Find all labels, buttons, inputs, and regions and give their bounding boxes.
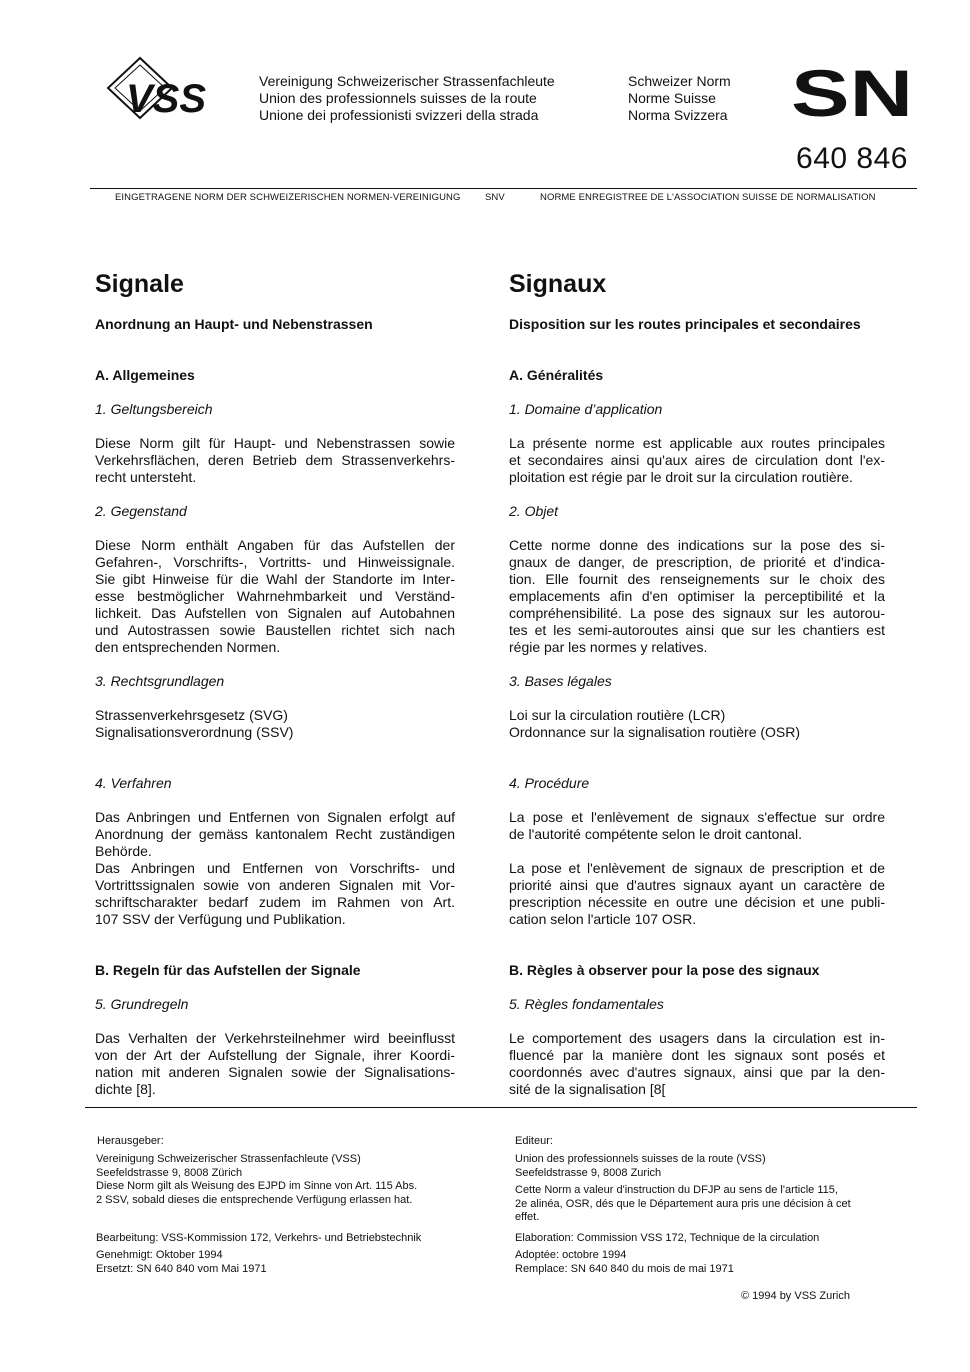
registered-norm-abbr: SNV <box>485 192 505 203</box>
paragraph-line: Das Anbringen und Entfernen von Vorschrifts- und <box>95 860 455 876</box>
vss-logo <box>104 56 244 122</box>
paragraph-line: régie par les normes y relatives. <box>509 639 708 655</box>
paragraph-line: Diese Norm enthält Angaben für das Aufstellen der <box>95 537 455 553</box>
paragraph-4a-fr <box>509 809 885 843</box>
subsection-5-de: 5. Grundregeln <box>95 996 189 1012</box>
paragraph-4-de <box>95 809 455 928</box>
footer-line: Cette Norm a valeur d'instruction du DFJP au sens de l'article 115, <box>515 1184 838 1196</box>
footer-publisher-de <box>96 1153 417 1207</box>
subtitle-de: Anordnung an Haupt- und Nebenstrassen <box>95 316 373 332</box>
paragraph-line: lichkeit. Das Aufstellen von Signalen auf Autobahnen <box>95 605 455 621</box>
paragraph-line: von der Art der Aufstellung der Signale, ihrer Koordi- <box>95 1047 455 1063</box>
paragraph-2-de <box>95 537 455 656</box>
paragraph-3-fr <box>509 707 885 741</box>
paragraph-line: 107 SSV der Verfügung und Publikation. <box>95 911 346 927</box>
vss-logo-text: VSS <box>126 77 207 121</box>
paragraph-line: schriftscharakter bedarf zudem im Rahmen von Art. <box>95 894 455 910</box>
paragraph-line: nation mit anderen Signalen sowie der Signalisations- <box>95 1064 455 1080</box>
footer-publisher-fr <box>515 1153 766 1180</box>
header-divider <box>90 188 917 189</box>
footer-line: Vereinigung Schweizerischer Strassenfachleute (VSS) <box>96 1153 361 1165</box>
subtitle-fr: Disposition sur les routes principales et secondaires <box>509 316 861 332</box>
paragraph-line: Das Verhalten der Verkehrsteilnehmer wird beeinflusst <box>95 1030 455 1046</box>
paragraph-line: Verkehrsflächen, deren Betrieb dem Strassenverkehrs- <box>95 452 455 468</box>
paragraph-line: ploitation est régie par le droit sur la circulation routière. <box>509 469 853 485</box>
section-a-heading-de: A. Allgemeines <box>95 367 195 383</box>
copyright: © 1994 by VSS Zurich <box>741 1290 850 1302</box>
paragraph-line: Diese Norm gilt für Haupt- und Nebenstrassen sowie <box>95 435 455 451</box>
paragraph-5-de <box>95 1030 455 1098</box>
column-german <box>95 268 455 1098</box>
sn-logo-text: SN <box>791 66 913 120</box>
footer-editing-de: Bearbeitung: VSS-Kommission 172, Verkehrs- und Betriebstechnik <box>96 1232 422 1244</box>
sn-logo <box>791 66 915 120</box>
paragraph-line: und Autostrassen sowie Baustellen richtet sich nach <box>95 622 455 638</box>
subsection-5-fr: 5. Règles fondamentales <box>509 996 664 1012</box>
registered-norm-de: EINGETRAGENE NORM DER SCHWEIZERISCHEN NORMEN-VEREINIGUNG <box>115 192 461 203</box>
footer-replaces-de: Ersetzt: SN 640 840 vom Mai 1971 <box>96 1263 267 1275</box>
org-name-it: Unione dei professionisti svizzeri della strada <box>259 107 539 123</box>
paragraph-line: compréhensibilité. La pose des signaux sur les autorou- <box>509 605 885 621</box>
org-name-de: Vereinigung Schweizerischer Strassenfachleute <box>259 73 555 89</box>
paragraph-line: recht untersteht. <box>95 469 197 485</box>
column-french <box>509 268 885 1098</box>
footer-publisher-label-de: Herausgeber: <box>97 1135 164 1147</box>
norm-number: 640 846 <box>796 142 908 175</box>
paragraph-line: Loi sur la circulation routière (LCR) <box>509 707 726 723</box>
paragraph-line: La pose et l'enlèvement de signaux s'effectue sur ordre <box>509 809 885 825</box>
paragraph-line: sité de la signalisation [8[ <box>509 1081 666 1097</box>
paragraph-line: cation selon l'article 107 OSR. <box>509 911 697 927</box>
paragraph-1-fr <box>509 435 885 486</box>
subsection-3-de: 3. Rechtsgrundlagen <box>95 673 225 689</box>
footer-replaces-fr: Remplace: SN 640 840 du mois de mai 1971 <box>515 1263 734 1275</box>
org-name-fr: Union des professionnels suisses de la route <box>259 90 537 106</box>
footer-line: Union des professionnels suisses de la route (VSS) <box>515 1153 766 1165</box>
paragraph-line: den entsprechenden Normen. <box>95 639 281 655</box>
paragraph-line: Signalisationsverordnung (SSV) <box>95 724 294 740</box>
paragraph-line: Das Anbringen und Entfernen von Signalen erfolgt auf <box>95 809 455 825</box>
footer-line: 2 SSV, sobald dieses die entsprechende Verfügung erlassen hat. <box>96 1193 413 1206</box>
subsection-3-fr: 3. Bases légales <box>509 673 612 689</box>
footer-line: Seefeldstrasse 9, 8008 Zurich <box>515 1166 662 1179</box>
paragraph-3-de <box>95 707 455 741</box>
footer-divider <box>85 1107 917 1108</box>
footer-line: 2e alinéa, OSR, dés que le Département aura pris une décision à cet <box>515 1197 851 1210</box>
paragraph-line: fluencé par la manière dont les signaux sont posés et <box>509 1047 885 1063</box>
paragraph-line: Strassenverkehrsgesetz (SVG) <box>95 707 288 723</box>
subsection-2-de: 2. Gegenstand <box>95 503 187 519</box>
paragraph-line: esse bestmöglicher Wahrnehmbarkeit und Verständ- <box>95 588 455 604</box>
footer-publisher-label-fr: Editeur: <box>515 1135 553 1147</box>
section-b-heading-de: B. Regeln für das Aufstellen der Signale <box>95 962 361 978</box>
paragraph-1-de <box>95 435 455 486</box>
norm-type-it: Norma Svizzera <box>628 107 728 123</box>
paragraph-line: Le comportement des usagers dans la circulation est in- <box>509 1030 885 1046</box>
paragraph-line: Vortrittssignalen sowie von anderen Signalen mit Vor- <box>95 877 455 893</box>
subsection-4-de: 4. Verfahren <box>95 775 172 791</box>
paragraph-line: prescription nécessite en outre une décision et une publi- <box>509 894 885 910</box>
paragraph-line: Gefahren-, Vorschrifts-, Vortritts- und Hinweissignale. <box>95 554 455 570</box>
subsection-1-de: 1. Geltungsbereich <box>95 401 213 417</box>
section-b-heading-fr: B. Règles à observer pour la pose des signaux <box>509 962 820 978</box>
paragraph-line: tes et les semi-autoroutes ainsi que sur les chantiers est <box>509 622 885 638</box>
paragraph-line: Sie gibt Hinweise für die Wahl der Standorte im Inter- <box>95 571 455 587</box>
section-a-heading-fr: A. Généralités <box>509 367 604 383</box>
norm-type-fr: Norme Suisse <box>628 90 716 106</box>
subsection-2-fr: 2. Objet <box>509 503 559 519</box>
paragraph-line: Ordonnance sur la signalisation routière (OSR) <box>509 724 801 740</box>
paragraph-line: La pose et l'enlèvement de signaux de prescription et de <box>509 860 885 876</box>
paragraph-line: Cette norme donne des indications sur la pose des si- <box>509 537 885 553</box>
paragraph-5-fr <box>509 1030 885 1098</box>
norm-type-de: Schweizer Norm <box>628 73 731 89</box>
footer-line: Diese Norm gilt als Weisung des EJPD im Sinne von Art. 115 Abs. <box>96 1180 418 1193</box>
paragraph-line: tion. Elle fournit des renseignements sur le choix des <box>509 571 885 587</box>
footer-line: Seefeldstrasse 9, 8008 Zürich <box>96 1166 243 1179</box>
title-de: Signale <box>95 270 184 298</box>
footer-editing-fr: Elaboration: Commission VSS 172, Technique de la circulation <box>515 1232 820 1244</box>
paragraph-4b-fr <box>509 860 885 928</box>
paragraph-line: priorité ainsi que d'autres signaux ayant un caractère de <box>509 877 885 893</box>
footer-approved-fr: Adoptée: octobre 1994 <box>515 1249 627 1261</box>
paragraph-line: coordonnés avec d'autres signaux, ainsi que par la den- <box>509 1064 885 1080</box>
footer-note-fr <box>515 1184 851 1225</box>
paragraph-line: Behörde. <box>95 843 152 859</box>
paragraph-line: de l'autorité compétente selon le droit cantonal. <box>509 826 802 842</box>
footer-line: effet. <box>515 1211 540 1224</box>
paragraph-line: et secondaires ainsi qu'aux aires de circulation dont l'ex- <box>509 452 885 468</box>
paragraph-line: dichte [8]. <box>95 1081 156 1097</box>
paragraph-line: La présente norme est applicable aux routes principales <box>509 435 885 451</box>
footer-approved-de: Genehmigt: Oktober 1994 <box>96 1249 223 1261</box>
paragraph-line: gnaux de danger, de prescription, de priorité et d'indica- <box>509 554 885 570</box>
registered-norm-fr: NORME ENREGISTREE DE L'ASSOCIATION SUISSE DE NORMALISATION <box>540 192 876 203</box>
subsection-1-fr: 1. Domaine d’application <box>509 401 663 417</box>
paragraph-line: emplacements afin d'en optimiser la perceptibilité et la <box>509 588 885 604</box>
subsection-4-fr: 4. Procédure <box>509 775 590 791</box>
paragraph-2-fr <box>509 537 885 656</box>
title-fr: Signaux <box>509 270 607 298</box>
paragraph-line: Anordnung der gemäss kantonalem Recht zuständigen <box>95 826 455 842</box>
